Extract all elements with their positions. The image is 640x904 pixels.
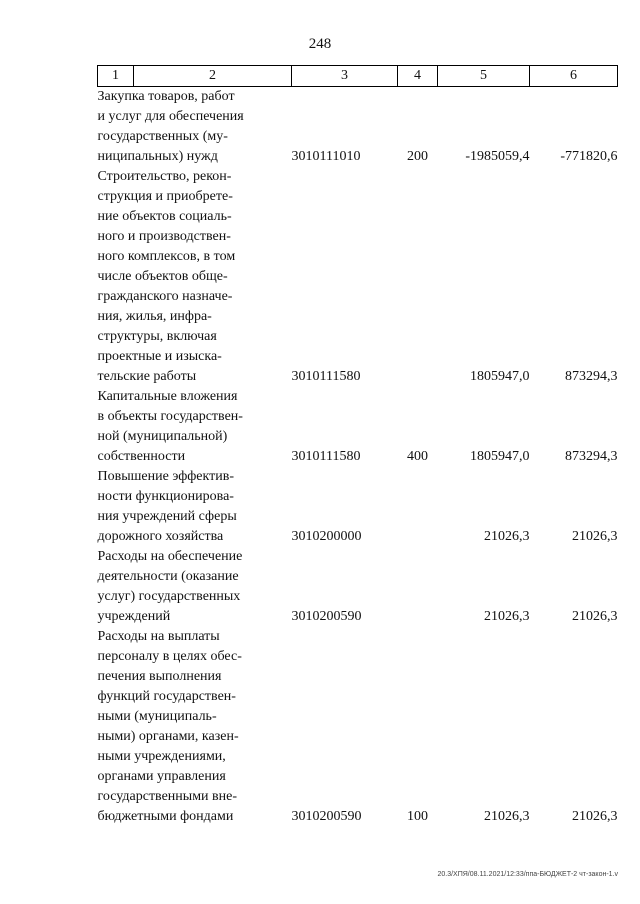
- row-amount-col5: 21026,3: [484, 809, 530, 824]
- row-expense-type: [398, 547, 438, 627]
- row-code: 3010111580: [291, 449, 361, 464]
- row-amount-col6: 873294,3: [565, 449, 618, 464]
- row-amount-col5: -1985059,4: [465, 149, 530, 164]
- row-amount-col5: 21026,3: [484, 609, 530, 624]
- row-name: Расходы на выплаты персоналу в целях обес- печения выполнения функций государствен- ными (муниципаль- ными) органами, казен- ными учреждениями, органами управления государственными вне- бюджетными фондами: [97, 629, 242, 824]
- row-expense-type: [398, 467, 438, 547]
- row-expense-type: 200: [407, 149, 428, 164]
- page-number: 248: [308, 36, 332, 52]
- budget-table: [97, 65, 618, 827]
- row-code: 3010200000: [291, 529, 362, 544]
- document-footer-stamp: 20.3/ХПЯ/08.11.2021/12:33/ппа-БЮДЖЕТ-2 чт-закон-1.v: [437, 871, 618, 878]
- row-name: Капитальные вложения в объекты государствен- ной (муниципальной) собственности: [97, 389, 243, 464]
- row-code: 3010200590: [291, 609, 362, 624]
- row-name: Расходы на обеспечение деятельности (оказание услуг) государственных учреждений: [97, 549, 243, 624]
- column-header-1: 1: [98, 66, 134, 87]
- column-header-3: 3: [292, 66, 398, 87]
- column-header-6: 6: [530, 66, 618, 87]
- row-amount-col6: 873294,3: [565, 369, 618, 384]
- row-name: Строительство, рекон- струкция и приобрете- ние объектов социаль- ного и производствен- ного комплексов, в том числе объектов обще- гражданского назначе- ния, жилья, инфра- структуры, включая проектные и изыска- тельские работы: [97, 169, 236, 384]
- row-amount-col6: 21026,3: [572, 809, 618, 824]
- row-code: 3010200590: [291, 809, 362, 824]
- column-header-4: 4: [398, 66, 438, 87]
- row-name: Закупка товаров, работ и услуг для обеспечения государственных (му- ниципальных) нужд: [97, 89, 244, 164]
- row-expense-type: 400: [407, 449, 428, 464]
- column-header-2: 2: [134, 66, 292, 87]
- row-amount-col5: 21026,3: [484, 529, 530, 544]
- row-amount-col6: -771820,6: [560, 149, 618, 164]
- table-row: [98, 467, 618, 547]
- table-row: [98, 387, 618, 467]
- row-amount-col5: 1805947,0: [470, 369, 530, 384]
- column-number-header: [98, 66, 618, 87]
- table-row: [98, 167, 618, 387]
- row-code: 3010111580: [291, 369, 361, 384]
- table-row: [98, 87, 618, 168]
- row-expense-type: 100: [407, 809, 428, 824]
- table-row: [98, 627, 618, 827]
- row-code: 3010111010: [291, 149, 361, 164]
- table-row: [98, 547, 618, 627]
- row-name: Повышение эффектив- ности функционирова- ния учреждений сферы дорожного хозяйства: [97, 469, 237, 544]
- row-amount-col6: 21026,3: [572, 529, 618, 544]
- row-expense-type: [398, 167, 438, 387]
- column-header-5: 5: [438, 66, 530, 87]
- row-amount-col6: 21026,3: [572, 609, 618, 624]
- row-amount-col5: 1805947,0: [470, 449, 530, 464]
